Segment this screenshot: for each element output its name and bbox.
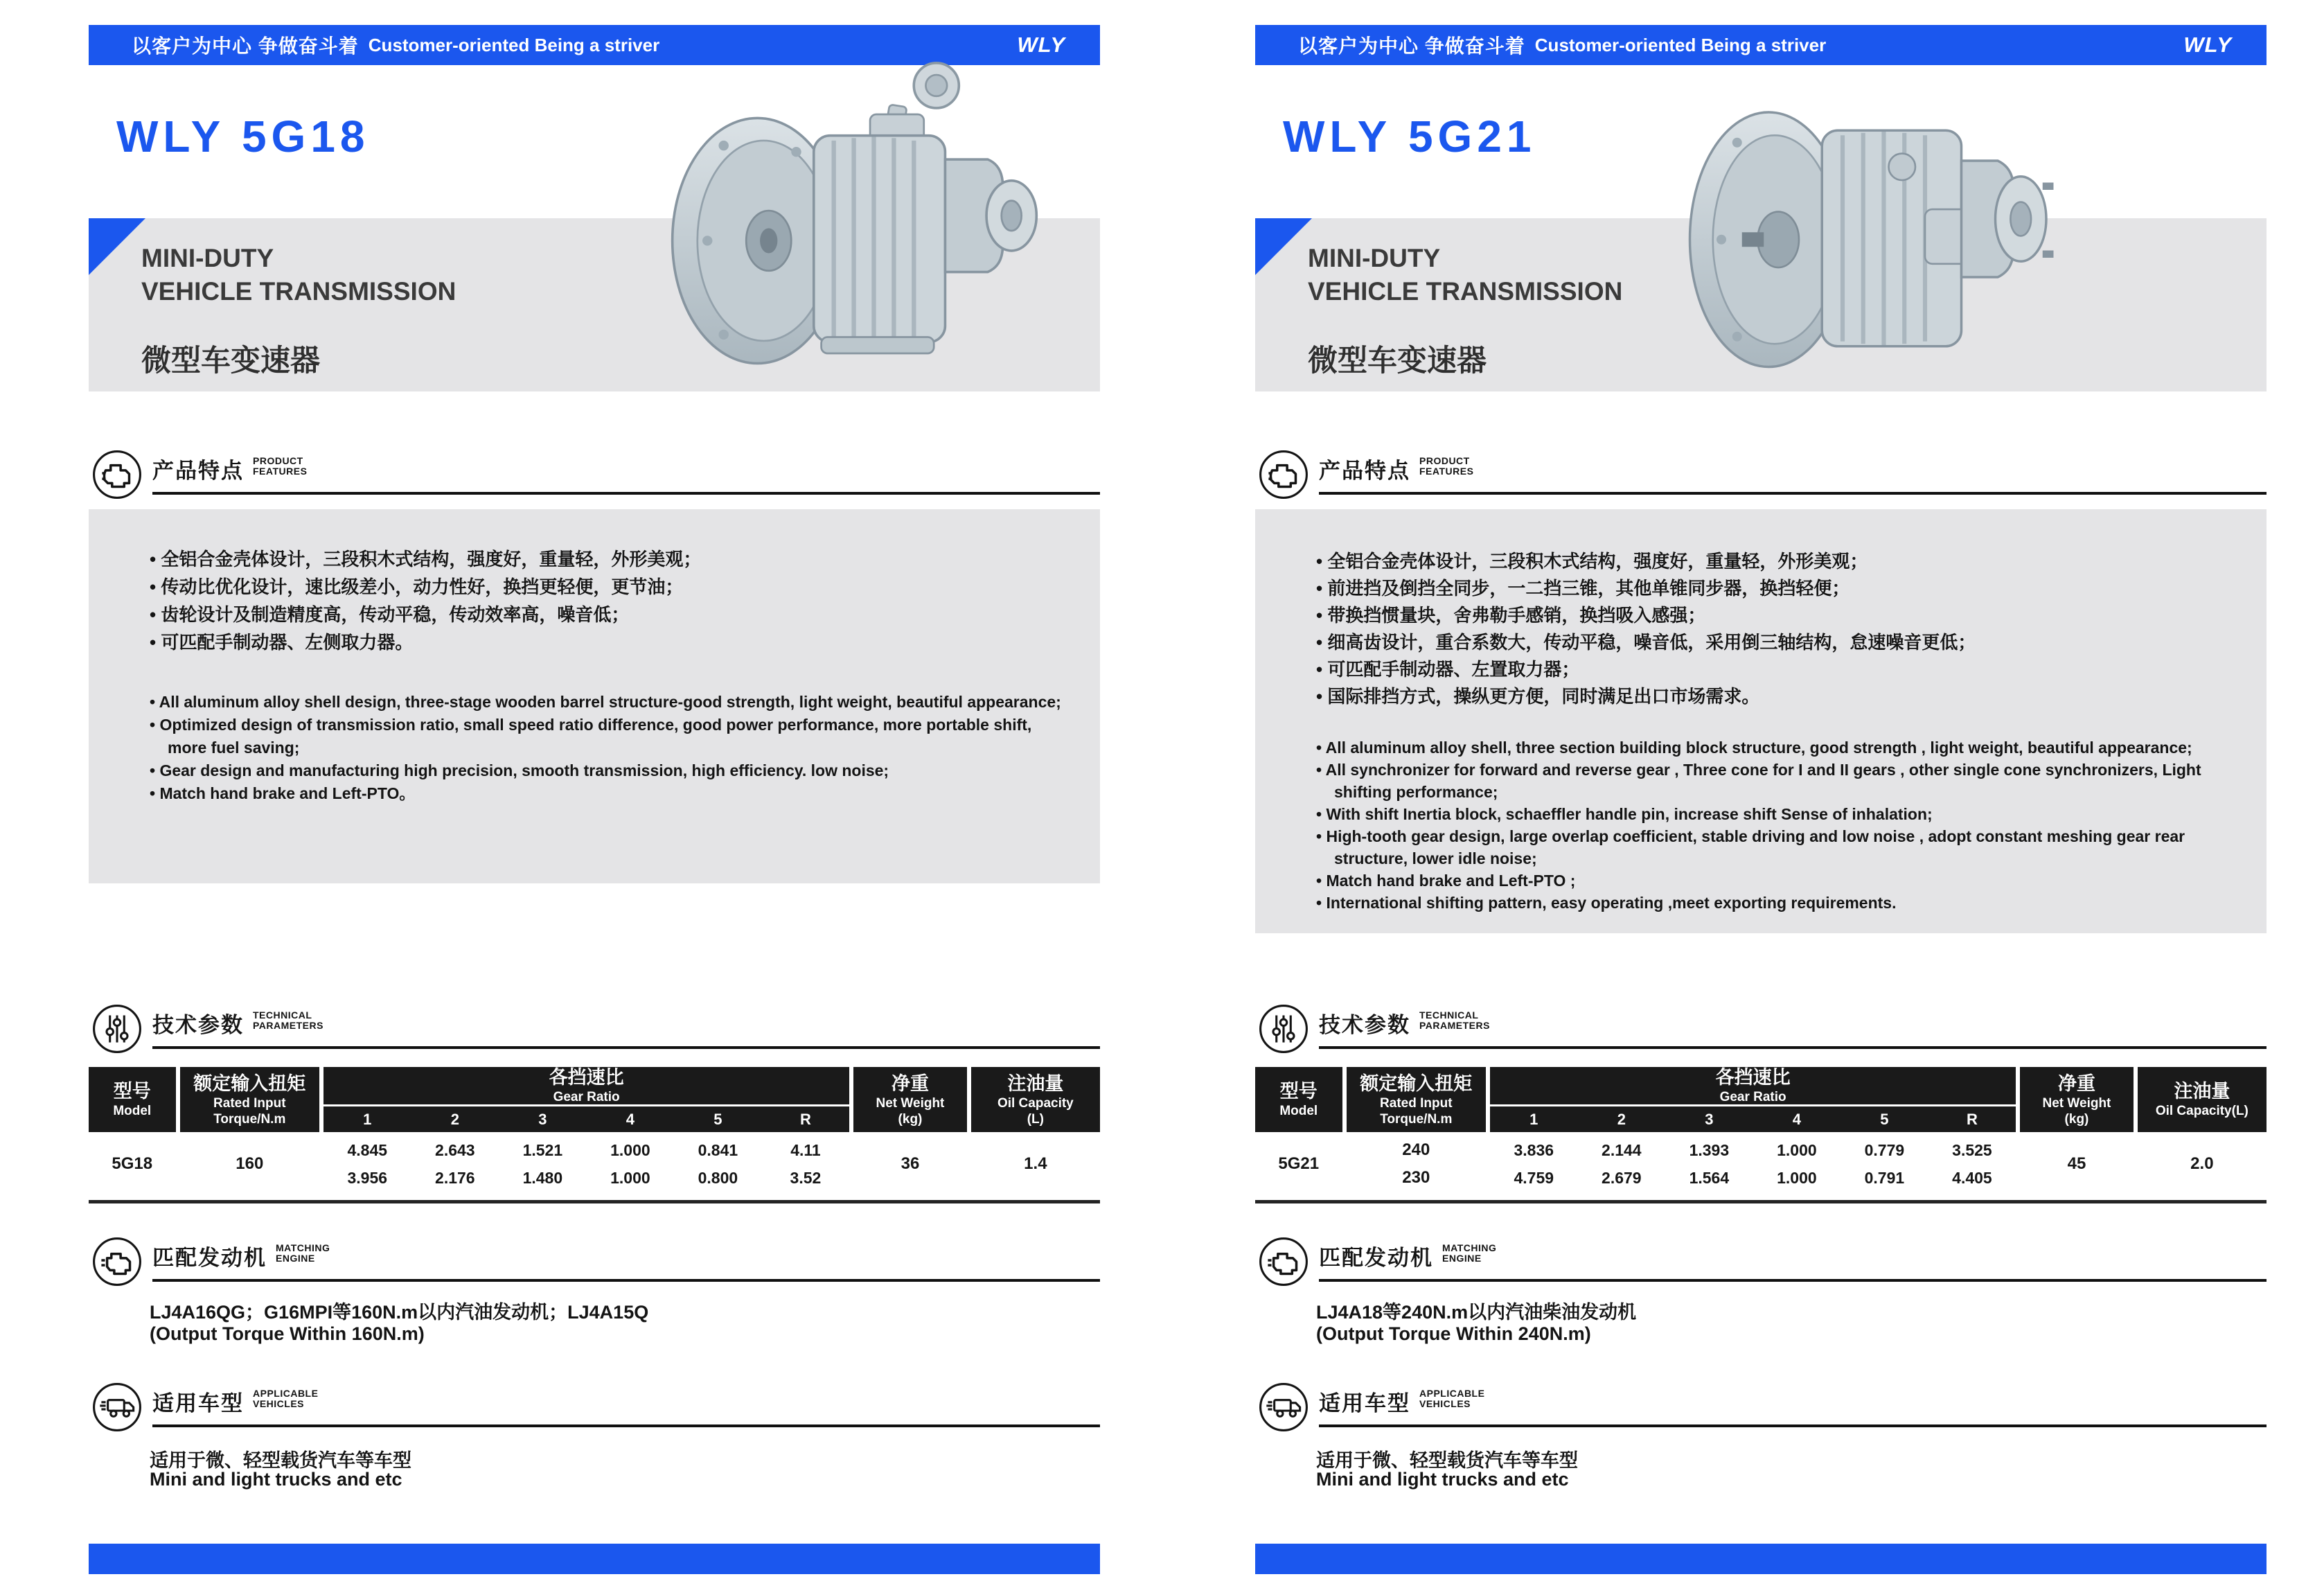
spec-table-row bbox=[1255, 1132, 2267, 1196]
sliders-icon bbox=[91, 1003, 143, 1055]
sliders-icon bbox=[1258, 1003, 1309, 1055]
wly-logo: WLY bbox=[2183, 33, 2232, 57]
feature-item: • 带换挡惯量块，舍弗勒手感销，换挡吸入感强； bbox=[1316, 602, 2239, 629]
transmission-render-5g21 bbox=[1643, 64, 2100, 379]
section-title-cn: 适用车型 bbox=[152, 1391, 244, 1415]
applicable-vehicles-text-en: Mini and light trucks and etc bbox=[150, 1469, 402, 1490]
section-title-en: PRODUCT FEATURES bbox=[1419, 455, 1474, 477]
matching-engine-text: LJ4A16QG；G16MPI等160N.m以内汽油发动机；LJ4A15Q bbox=[150, 1302, 649, 1323]
cell-torque: 240 230 bbox=[1402, 1140, 1430, 1187]
feature-item: • 全铝合金壳体设计，三段积木式结构，强度好，重量轻，外形美观； bbox=[1316, 548, 2239, 575]
section-title-cn: 产品特点 bbox=[1319, 459, 1410, 483]
feature-item: • With shift Inertia block, schaeffler handle pin, increase shift Sense of inhalation; bbox=[1316, 803, 2239, 825]
cell-oil-capacity: 2.0 bbox=[2190, 1154, 2214, 1173]
footer-bar bbox=[89, 1544, 1100, 1574]
feature-item: • Match hand brake and Left-PTO。 bbox=[150, 782, 1072, 805]
slogan-chinese: 以客户为中心 争做奋斗着 bbox=[1298, 35, 1525, 57]
cell-oil-capacity: 1.4 bbox=[1024, 1154, 1047, 1173]
cell-model: 5G21 bbox=[1278, 1154, 1320, 1173]
truck-icon bbox=[1258, 1382, 1309, 1433]
feature-item: • All aluminum alloy shell, three section building block structure, good strength , light weight, beautiful appearance; bbox=[1316, 736, 2239, 759]
cell-net-weight: 45 bbox=[2067, 1154, 2086, 1173]
features-panel bbox=[1255, 509, 2267, 933]
section-applicable-vehicles bbox=[89, 1382, 1100, 1438]
matching-engine-text-en: (Output Torque Within 160N.m) bbox=[150, 1323, 425, 1344]
section-product-features bbox=[89, 449, 1100, 506]
section-applicable-vehicles bbox=[1255, 1382, 2267, 1438]
feature-item: • Gear design and manufacturing high precision, smooth transmission, high efficiency. low noise; bbox=[150, 759, 1072, 782]
spec-table-row bbox=[89, 1132, 1100, 1196]
slogan-chinese: 以客户为中心 争做奋斗着 bbox=[132, 35, 359, 57]
section-title-en: APPLICABLE VEHICLES bbox=[1419, 1388, 1485, 1409]
applicable-vehicles-text: 适用于微、轻型载货汽车等车型 bbox=[150, 1450, 411, 1471]
wly-logo: WLY bbox=[1017, 33, 1065, 57]
section-title-cn: 适用车型 bbox=[1319, 1391, 1410, 1415]
section-title-en: APPLICABLE VEHICLES bbox=[253, 1388, 319, 1409]
applicable-vehicles-text-en: Mini and light trucks and etc bbox=[1316, 1469, 1569, 1490]
section-title-en: MATCHING ENGINE bbox=[276, 1242, 330, 1264]
section-product-features bbox=[1255, 449, 2267, 506]
feature-item: • 可匹配手制动器、左侧取力器。 bbox=[150, 628, 1072, 656]
feature-item: • High-tooth gear design, large overlap coefficient, stable driving and low noise , adopt constant meshing gear rear structure, lower idle noise; bbox=[1316, 825, 2239, 870]
section-title-en: TECHNICAL PARAMETERS bbox=[1419, 1009, 1490, 1031]
engine-icon bbox=[91, 1236, 143, 1287]
section-matching-engine bbox=[1255, 1236, 2267, 1293]
applicable-vehicles-text: 适用于微、轻型载货汽车等车型 bbox=[1316, 1450, 1578, 1471]
page-5g18 bbox=[89, 0, 1100, 1588]
banner-subtitle-cn: 微型车变速器 bbox=[1308, 344, 1487, 378]
cell-gear-ratios: 4.845 2.643 1.521 1.000 0.841 4.11 3.956 2.176 1.480 1.000 0.800 3.52 bbox=[347, 1140, 822, 1187]
corner-triangle-accent bbox=[1255, 218, 1312, 275]
section-title-cn: 匹配发动机 bbox=[1319, 1246, 1433, 1270]
feature-item: • 国际排挡方式，操纵更方便，同时满足出口市场需求。 bbox=[1316, 683, 2239, 710]
truck-icon bbox=[91, 1382, 143, 1433]
banner-subtitle-cn: 微型车变速器 bbox=[141, 344, 320, 378]
engine-icon bbox=[91, 449, 143, 500]
feature-item: • All aluminum alloy shell design, three-stage wooden barrel structure-good strength, light weight, beautiful appearance; bbox=[150, 691, 1072, 714]
features-list-en bbox=[1316, 736, 2239, 914]
section-title-cn: 匹配发动机 bbox=[152, 1246, 267, 1270]
section-rule bbox=[1319, 1046, 2267, 1049]
feature-item: • Optimized design of transmission ratio, small speed ratio difference, good power performance, more portable shift, more fuel saving; bbox=[150, 714, 1072, 759]
section-rule bbox=[1319, 1279, 2267, 1282]
feature-item: • 全铝合金壳体设计，三段积木式结构，强度好，重量轻，外形美观； bbox=[150, 545, 1072, 573]
section-title-en: TECHNICAL PARAMETERS bbox=[253, 1009, 323, 1031]
section-rule bbox=[1319, 1424, 2267, 1427]
section-technical-parameters bbox=[89, 1003, 1100, 1060]
section-title-cn: 技术参数 bbox=[1319, 1013, 1410, 1037]
section-rule bbox=[152, 492, 1100, 495]
table-bottom-rule bbox=[1255, 1200, 2267, 1203]
cell-torque: 160 bbox=[236, 1154, 264, 1173]
features-list-cn bbox=[150, 545, 1072, 656]
feature-item: • 可匹配手制动器、左置取力器； bbox=[1316, 656, 2239, 683]
section-rule bbox=[152, 1279, 1100, 1282]
section-rule bbox=[152, 1046, 1100, 1049]
feature-item: • Match hand brake and Left-PTO ; bbox=[1316, 870, 2239, 892]
features-list-en bbox=[150, 691, 1072, 805]
col-torque: 额定输入扭矩 Rated Input Torque/N.m bbox=[1347, 1067, 1486, 1132]
engine-icon bbox=[1258, 449, 1309, 500]
slogan-english: Customer-oriented Being a striver bbox=[1534, 34, 1827, 55]
page-5g21 bbox=[1255, 0, 2267, 1588]
feature-item: • 前进挡及倒挡全同步，一二挡三锥，其他单锥同步器，换挡轻便； bbox=[1316, 575, 2239, 602]
top-slogan-bar bbox=[1255, 25, 2267, 65]
col-oil-capacity: 注油量 Oil Capacity(L) bbox=[2138, 1067, 2267, 1132]
feature-item: • 齿轮设计及制造精度高，传动平稳，传动效率高，噪音低； bbox=[150, 601, 1072, 628]
feature-item: • 细高齿设计，重合系数大，传动平稳，噪音低，采用倒三轴结构，怠速噪音更低； bbox=[1316, 629, 2239, 656]
cell-model: 5G18 bbox=[112, 1154, 153, 1173]
col-torque: 额定输入扭矩 Rated Input Torque/N.m bbox=[180, 1067, 319, 1132]
features-list-cn bbox=[1316, 548, 2239, 710]
section-title-en: MATCHING ENGINE bbox=[1442, 1242, 1497, 1264]
cell-gear-ratios: 3.836 2.144 1.393 1.000 0.779 3.525 4.759 2.679 1.564 1.000 0.791 4.405 bbox=[1514, 1140, 1992, 1187]
banner-subtitle-en: MINI-DUTY VEHICLE TRANSMISSION bbox=[1308, 244, 1623, 306]
banner-subtitle-en: MINI-DUTY VEHICLE TRANSMISSION bbox=[141, 244, 456, 306]
footer-bar bbox=[1255, 1544, 2267, 1574]
feature-item: • All synchronizer for forward and reverse gear , Three cone for I and II gears , other single cone synchronizers, Light shifting performance; bbox=[1316, 759, 2239, 803]
col-gear-ratio: 各挡速比 Gear Ratio 1 2 3 4 5 R bbox=[1490, 1067, 2016, 1132]
corner-triangle-accent bbox=[89, 218, 145, 275]
col-gear-ratio: 各挡速比 Gear Ratio 1 2 3 4 5 R bbox=[323, 1067, 849, 1132]
col-net-weight: 净重 Net Weight (kg) bbox=[853, 1067, 967, 1132]
page-title: WLY 5G18 bbox=[116, 112, 370, 161]
spec-table-header bbox=[89, 1067, 1100, 1132]
features-panel bbox=[89, 509, 1100, 883]
matching-engine-text-en: (Output Torque Within 240N.m) bbox=[1316, 1323, 1591, 1344]
section-rule bbox=[152, 1424, 1100, 1427]
section-technical-parameters bbox=[1255, 1003, 2267, 1060]
col-oil-capacity: 注油量 Oil Capacity (L) bbox=[971, 1067, 1100, 1132]
engine-icon bbox=[1258, 1236, 1309, 1287]
spec-table-header bbox=[1255, 1067, 2267, 1132]
matching-engine-text: LJ4A18等240N.m以内汽油柴油发动机 bbox=[1316, 1302, 1637, 1323]
section-title-cn: 产品特点 bbox=[152, 459, 244, 483]
section-rule bbox=[1319, 492, 2267, 495]
cell-net-weight: 36 bbox=[901, 1154, 920, 1173]
slogan-english: Customer-oriented Being a striver bbox=[368, 34, 660, 55]
page-title: WLY 5G21 bbox=[1283, 112, 1536, 161]
section-matching-engine bbox=[89, 1236, 1100, 1293]
section-title-en: PRODUCT FEATURES bbox=[253, 455, 308, 477]
col-model: 型号 Model bbox=[89, 1067, 176, 1132]
transmission-render-5g18 bbox=[664, 36, 1052, 393]
col-net-weight: 净重 Net Weight (kg) bbox=[2020, 1067, 2134, 1132]
feature-item: • International shifting pattern, easy operating ,meet exporting requirements. bbox=[1316, 892, 2239, 914]
table-bottom-rule bbox=[89, 1200, 1100, 1203]
col-model: 型号 Model bbox=[1255, 1067, 1342, 1132]
section-title-cn: 技术参数 bbox=[152, 1013, 244, 1037]
feature-item: • 传动比优化设计，速比级差小，动力性好，换挡更轻便，更节油； bbox=[150, 573, 1072, 601]
